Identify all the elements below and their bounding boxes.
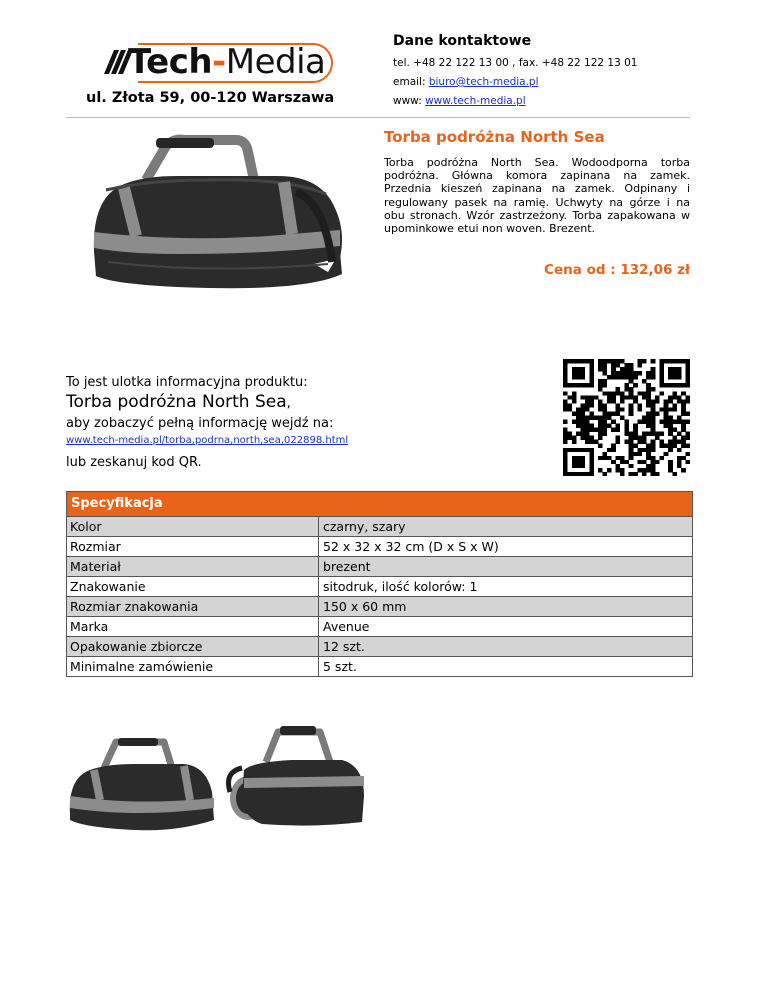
spec-value: sitodruk, ilość kolorów: 1 [323, 579, 478, 594]
spec-row [67, 617, 692, 637]
spec-row [67, 597, 692, 617]
product-image-bag [88, 132, 350, 292]
logo-word-tech: Tech [128, 42, 213, 82]
leaflet-see-more: aby zobaczyć pełną informację wejdź na: [66, 416, 334, 431]
spec-key: Rozmiar [67, 537, 319, 556]
spec-value: czarny, szary [323, 519, 406, 534]
spec-key: Minimalne zamówienie [67, 657, 319, 676]
leaflet-qr-hint: lub zeskanuj kod QR. [66, 455, 202, 470]
spec-row [67, 657, 692, 676]
spec-key: Opakowanie zbiorcze [67, 637, 319, 656]
company-address: ul. Złota 59, 00-120 Warszawa [86, 90, 335, 106]
spec-key: Kolor [67, 517, 319, 536]
spec-key: Znakowanie [67, 577, 319, 596]
spec-value: 12 szt. [323, 639, 365, 654]
product-price: Cena od : 132,06 zł [544, 262, 690, 278]
qr-code [563, 359, 690, 476]
header-divider [66, 117, 690, 118]
contact-title: Dane kontaktowe [393, 33, 532, 49]
product-title: Torba podróżna North Sea [384, 128, 605, 146]
spec-key: Marka [67, 617, 319, 636]
leaflet-product-name-line [66, 392, 291, 412]
spec-table [66, 491, 693, 677]
www-line [393, 95, 526, 107]
leaflet-url-line [66, 435, 348, 446]
email-line [393, 76, 539, 88]
leaflet-name-suffix: , [286, 396, 291, 411]
spec-row [67, 577, 692, 597]
spec-row [67, 637, 692, 657]
spec-value: 5 szt. [323, 659, 357, 674]
email-label: email: [393, 76, 429, 88]
spec-value: 52 x 32 x 32 cm (D x S x W) [323, 539, 499, 554]
leaflet-product-name: Torba podróżna North Sea [66, 392, 287, 412]
email-link[interactable]: biuro@tech-media.pl [428, 76, 539, 88]
logo-dash: - [212, 42, 226, 82]
spec-value: 150 x 60 mm [323, 599, 407, 614]
product-image-bag-side [222, 712, 368, 832]
spec-table-title: Specyfikacja [67, 492, 692, 517]
product-image-bag-front [66, 734, 216, 834]
spec-key: Rozmiar znakowania [67, 597, 319, 616]
product-description: Torba podróżna North Sea. Wodoodporna torba podróżna. Główna komora zapinana na zamek. Przednia kieszeń zapinana na zamek. Odpinany i regulowany pasek na ramię. Uchwyty na górze i na obu stronach. Wzór zastrzeżony. Torba zapakowana w upominkowe etui non woven. Brezent. [384, 156, 690, 236]
logo-wordmark [128, 40, 325, 84]
spec-table-body [67, 517, 692, 676]
spec-row [67, 517, 692, 537]
spec-row [67, 537, 692, 557]
www-label: www: [393, 95, 426, 107]
spec-key: Materiał [67, 557, 319, 576]
logo-word-media: Media [225, 42, 326, 82]
spec-value: brezent [323, 559, 371, 574]
product-url-link[interactable]: www.tech-media.pl/torba,podrna,north,sea,022898.html [66, 435, 349, 446]
leaflet-intro: To jest ulotka informacyjna produktu: [66, 375, 308, 390]
spec-row [67, 557, 692, 577]
phone-fax-line: tel. +48 22 122 13 00 , fax. +48 22 122 13 01 [393, 57, 638, 69]
spec-value: Avenue [323, 619, 370, 634]
www-link[interactable]: www.tech-media.pl [425, 95, 526, 107]
